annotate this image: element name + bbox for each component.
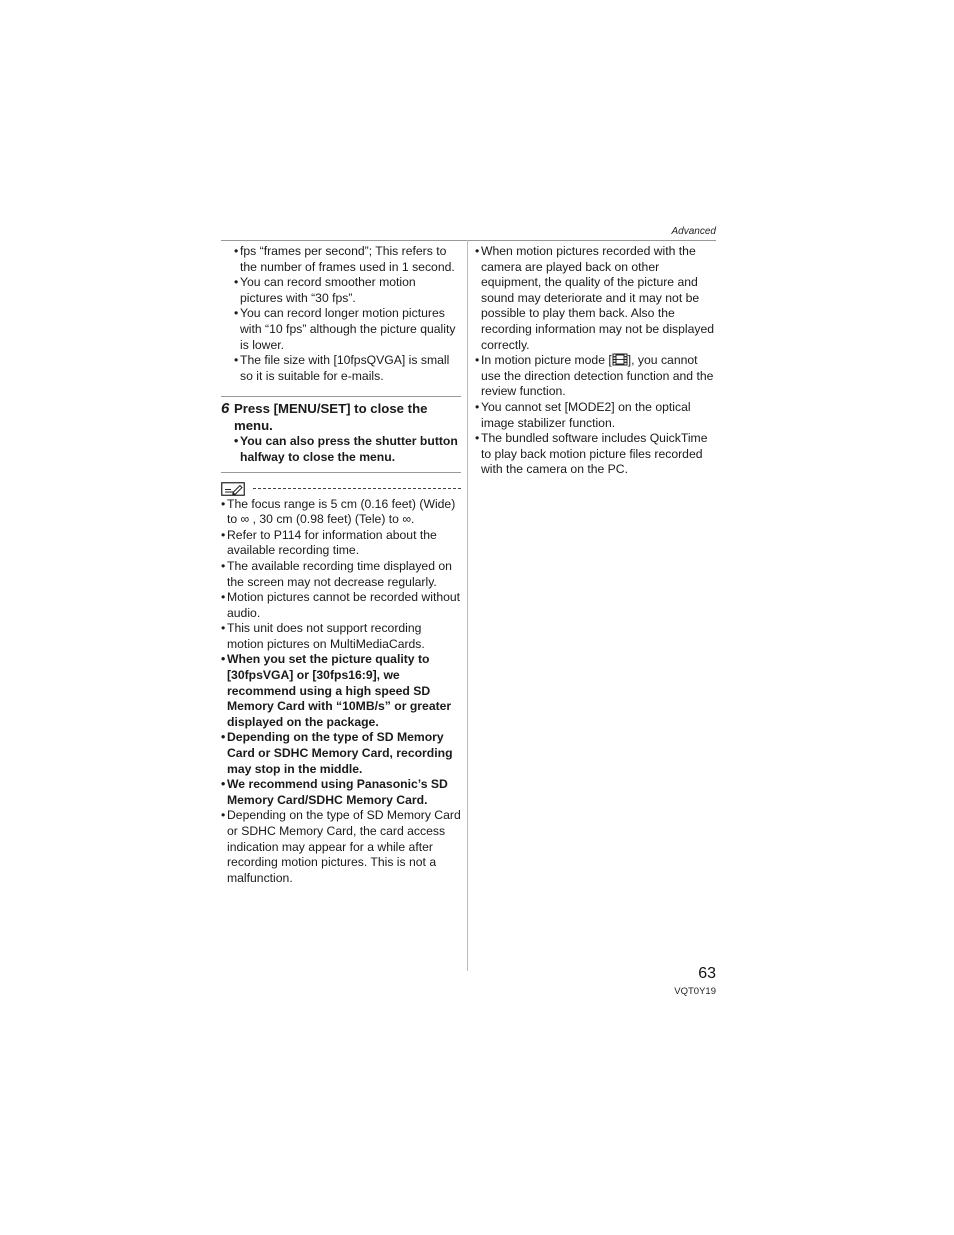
list-item: • The file size with [10fpsQVGA] is small so it is suitable for e-mails.	[234, 353, 461, 384]
list-item	[475, 353, 717, 400]
list-item: • Depending on the type of SD Memory Card or SDHC Memory Card, the card access indication may appear for a while after recording motion pictures. This is not a malfunction.	[221, 808, 461, 886]
list-item: • When you set the picture quality to [30fpsVGA] or [30fps16:9], we recommend using a high speed SD Memory Card with “10MB/s” or greater displayed on the package.	[221, 652, 461, 730]
section-divider	[221, 472, 461, 473]
list-item: • When motion pictures recorded with the camera are played back on other equipment, the quality of the picture and sound may deteriorate and it may not be possible to play them back. Also the recording information may not be displayed correctly.	[475, 244, 717, 353]
section-label: Advanced	[671, 226, 716, 237]
list-item: • The bundled software includes QuickTime to play back motion picture files recorded with the camera on the PC.	[475, 431, 717, 478]
step-6	[221, 400, 461, 434]
list-item: • The focus range is 5 cm (0.16 feet) (Wide) to ∞ , 30 cm (0.98 feet) (Tele) to ∞.	[221, 497, 461, 528]
step-notes-list	[221, 434, 461, 465]
note-text: ], you cannot use the direction detection function and the review function.	[481, 353, 714, 399]
page-number: 63	[698, 965, 716, 982]
list-item: • You can also press the shutter button halfway to close the menu.	[234, 434, 461, 465]
right-column	[475, 244, 717, 478]
list-item: • We recommend using Panasonic’s SD Memory Card/SDHC Memory Card.	[221, 777, 461, 808]
notes-dashed-line	[253, 488, 461, 489]
list-item: • This unit does not support recording motion pictures on MultiMediaCards.	[221, 621, 461, 652]
notes-list	[221, 497, 461, 887]
list-item: • Depending on the type of SD Memory Card or SDHC Memory Card, recording may stop in the middle.	[221, 730, 461, 777]
step-title: Press [MENU/SET] to close the menu.	[234, 401, 428, 434]
list-item: • Motion pictures cannot be recorded without audio.	[221, 590, 461, 621]
list-item: • You can record smoother motion pictures with “30 fps”.	[234, 275, 461, 306]
section-divider	[221, 396, 461, 397]
list-item: • You can record longer motion pictures with “10 fps” although the picture quality is lower.	[234, 306, 461, 353]
list-item: • Refer to P114 for information about the available recording time.	[221, 528, 461, 559]
step-number: 6	[221, 400, 230, 418]
list-item: • The available recording time displayed on the screen may not decrease regularly.	[221, 559, 461, 590]
fps-notes-list	[221, 244, 461, 384]
note-pencil-icon	[221, 482, 245, 496]
header-rule	[221, 240, 716, 241]
note-text: In motion picture mode [	[481, 353, 612, 368]
list-item: • fps “frames per second”; This refers to the number of frames used in 1 second.	[234, 244, 461, 275]
column-divider	[467, 240, 468, 971]
document-code: VQT0Y19	[674, 986, 716, 997]
right-notes-list	[475, 244, 717, 478]
left-column	[221, 244, 461, 886]
motion-picture-mode-icon	[612, 353, 628, 366]
notes-header	[221, 481, 461, 497]
list-item: • You cannot set [MODE2] on the optical image stabilizer function.	[475, 400, 717, 431]
